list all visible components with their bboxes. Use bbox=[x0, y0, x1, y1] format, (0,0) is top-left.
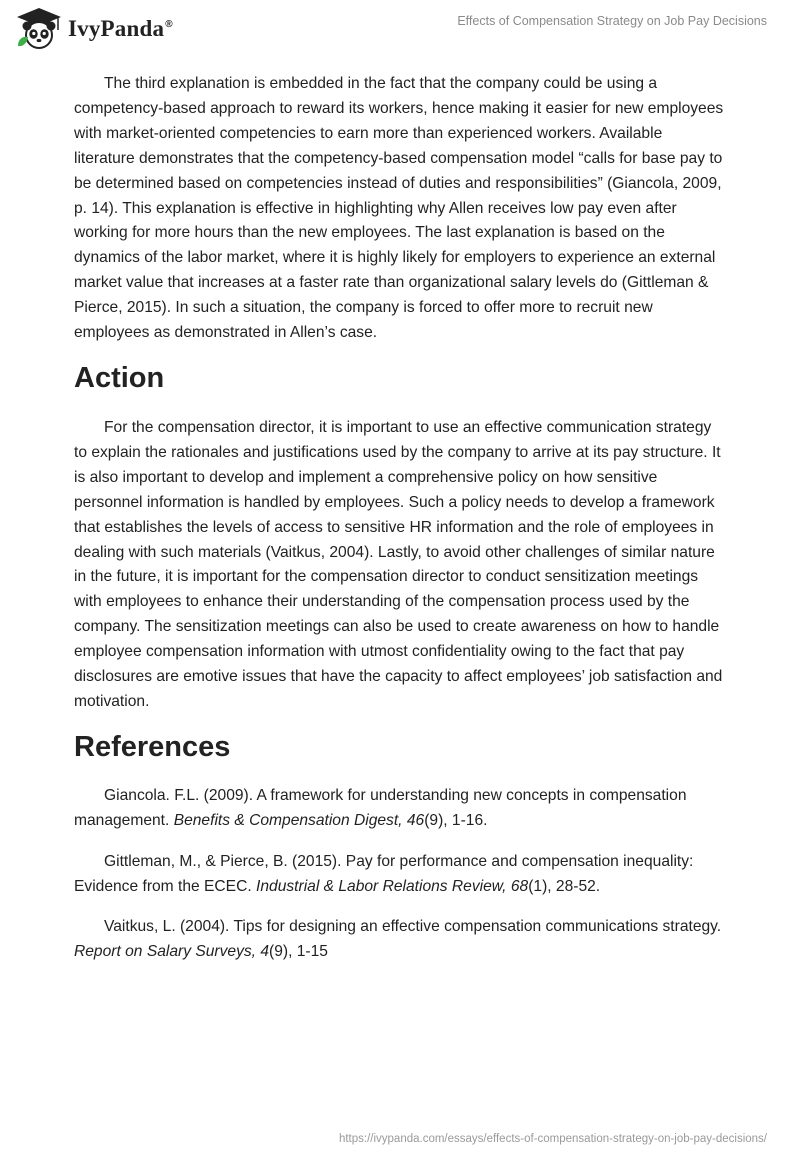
section-heading-references: References bbox=[74, 730, 231, 763]
document-title: Effects of Compensation Strategy on Job Pay Decisions bbox=[457, 14, 767, 28]
reference-item bbox=[74, 915, 724, 965]
registered-mark: ® bbox=[165, 19, 173, 31]
reference-issue: (9), 1-16. bbox=[424, 811, 488, 829]
ivypanda-logo[interactable] bbox=[14, 6, 173, 50]
reference-item bbox=[74, 850, 724, 900]
reference-journal: Industrial & Labor Relations Review, 68 bbox=[256, 877, 529, 895]
source-url[interactable]: https://ivypanda.com/essays/effects-of-compensation-strategy-on-job-pay-decisions/ bbox=[338, 1133, 767, 1145]
section-heading-action: Action bbox=[74, 361, 165, 394]
reference-list bbox=[74, 784, 724, 965]
essay-content bbox=[74, 72, 724, 981]
reference-text: Gittleman, M., & Pierce, B. (2015). Pay for performance and compensation inequality: Evidence from the ECEC. bbox=[74, 852, 694, 895]
logo-wordmark: IvyPanda® bbox=[68, 16, 173, 41]
page-header bbox=[0, 0, 800, 60]
reference-item bbox=[74, 784, 724, 834]
body-paragraph-1: The third explanation is embedded in the fact that the company could be using a competency-based approach to reward its workers, hence making it easier for new employees with market-oriented competencies to earn more than experienced workers. Available literature demonstrates that the competency-based compensation model “calls for base pay to be determined based on competencies instead of duties and responsibilities” (Giancola, 2009, p. 14). This explanation is effective in highlighting why Allen receives low pay even after working for more hours than the new employees. The last explanation is based on the dynamics of the labor market, where it is highly likely for employers to experience an external market value that increases at a faster rate than organizational salary levels do (Gittleman & Pierce, 2015). In such a situation, the company is forced to offer more to recruit new employees as demonstrated in Allen’s case. bbox=[74, 75, 724, 342]
body-paragraph-2: For the compensation director, it is important to use an effective communication strategy to explain the rationales and justifications used by the company to arrive at its pay structure. It is also important to develop and implement a comprehensive policy on how sensitive personnel information is handled by employees. Such a policy needs to develop a framework that establishes the levels of access to sensitive HR information and the role of employees in dealing with such materials (Vaitkus, 2004). Lastly, to avoid other challenges of similar nature in the future, it is important for the compensation director to conduct sensitization meetings with employees to enhance their understanding of the compensation process used by the company. The sensitization meetings can also be used to create awareness on how to handle employee compensation information with utmost confidentiality owing to the fact that pay disclosures are emotive issues that have the capacity to affect employees’ job satisfaction and motivation. bbox=[74, 418, 723, 710]
reference-issue: (9), 1-15 bbox=[269, 943, 328, 961]
reference-issue: (1), 28-52. bbox=[528, 877, 601, 895]
panda-graduation-icon bbox=[14, 6, 64, 50]
reference-text: Vaitkus, L. (2004). Tips for designing an effective compensation communications strategy. bbox=[104, 918, 722, 936]
reference-text: Giancola. F.L. (2009). A framework for understanding new concepts in compensation management. bbox=[74, 786, 687, 829]
reference-journal: Report on Salary Surveys, 4 bbox=[74, 943, 270, 961]
reference-journal: Benefits & Compensation Digest, 46 bbox=[173, 811, 425, 829]
